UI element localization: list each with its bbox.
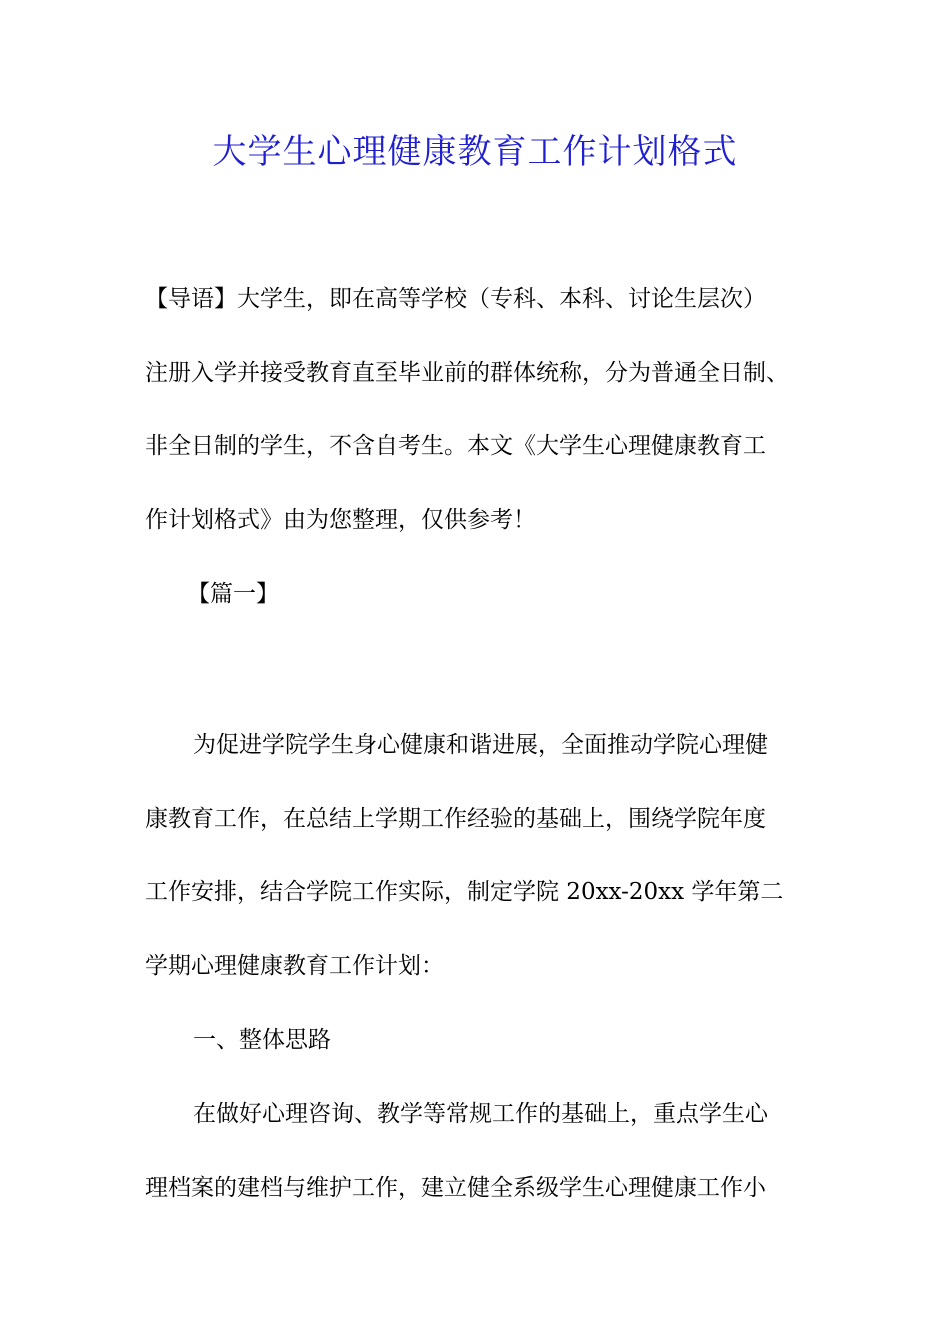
paragraph-line-3: 工作安排，结合学院工作实际，制定学院 20xx-20xx 学年第二 [145,879,784,905]
paragraph2-line-2: 理档案的建档与维护工作，建立健全系级学生心理健康工作小 [145,1175,766,1201]
intro-line-1: 【导语】大学生，即在高等学校（专科、本科、讨论生层次） [145,286,766,312]
section-heading-part-one: 【篇一】 [187,581,279,607]
intro-line-3: 非全日制的学生，不含自考生。本文《大学生心理健康教育工 [145,433,766,459]
intro-line-2: 注册入学并接受教育直至毕业前的群体统称，分为普通全日制、 [145,360,789,386]
paragraph-line-2: 康教育工作，在总结上学期工作经验的基础上，围绕学院年度 [145,806,766,832]
document-title: 大学生心理健康教育工作计划格式 [212,132,738,172]
paragraph-line-4: 学期心理健康教育工作计划： [145,953,444,979]
intro-line-4: 作计划格式》由为您整理，仅供参考！ [145,507,536,533]
paragraph2-line-1: 在做好心理咨询、教学等常规工作的基础上，重点学生心 [193,1101,768,1127]
paragraph-line-1: 为促进学院学生身心健康和谐进展，全面推动学院心理健 [193,732,768,758]
subheading-overall-approach: 一、整体思路 [193,1027,331,1053]
